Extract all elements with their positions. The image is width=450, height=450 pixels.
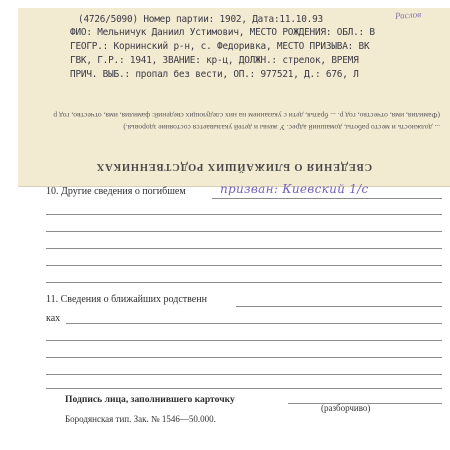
inverted-printed-section [18, 96, 450, 186]
field-10-handwriting: призван: Киевский 1/с [220, 182, 369, 196]
field-10-line-0 [212, 198, 442, 199]
inverted-note-1: (Фамилия, имя, отчество, год р. ... братья, дети с указанием на них следующих сведений: фамилия, имя, отчество, год р [53, 111, 440, 120]
field-10-line-1 [46, 214, 442, 215]
inverted-section-title: СВЕДЕНИЯ О БЛИЖАЙШИХ РОДСТВЕННИКАХ [95, 161, 373, 172]
field-10-line-5 [46, 282, 442, 283]
field-11-line-5 [46, 388, 442, 389]
field-11-continuation: ках [46, 313, 61, 324]
inverted-note-2: ... должность и место работы, домашний адрес. У жены и детей указывается состояние здоровья.) [123, 123, 440, 132]
slip-line-3: ГЕОГР.: Корнинский р-н, с. Федоривка, МЕСТО ПРИЗЫВА: ВК [70, 41, 370, 52]
signature-hint: (разборчиво) [321, 403, 371, 413]
field-10-line-3 [46, 248, 442, 249]
slip-line-4: ГВК, Г.Р.: 1941, ЗВАНИЕ: кр-ц, ДОЛЖН.: стрелок, ВРЕМЯ [70, 55, 359, 66]
printer-imprint: Бородянская тип. Зак. № 1546—50.000. [65, 414, 216, 424]
handwritten-stamp: Раслов [394, 9, 422, 21]
field-11-line-0 [236, 306, 442, 307]
field-11-line-4 [46, 374, 442, 375]
field-11-label: 11. Сведения о ближайших родственн [46, 294, 207, 305]
field-11-line-2 [46, 340, 442, 341]
field-10-line-4 [46, 265, 442, 266]
field-10-line-2 [46, 231, 442, 232]
slip-line-5: ПРИЧ. ВЫБ.: пропал без вести, ОП.: 977521, Д.: 676, Л [70, 69, 359, 80]
field-11-line-3 [46, 357, 442, 358]
slip-line-2: ФИО: Мельничук Даниил Устимович, МЕСТО РОЖДЕНИЯ: ОБЛ.: В [70, 27, 375, 38]
signature-label: Подпись лица, заполнившего карточку [65, 394, 235, 405]
field-11-line-1 [66, 323, 442, 324]
slip-line-1: (4726/5090) Номер партии: 1902, Дата:11.10.93 [78, 14, 323, 25]
field-10-label: 10. Другие сведения о погибшем [46, 186, 186, 197]
